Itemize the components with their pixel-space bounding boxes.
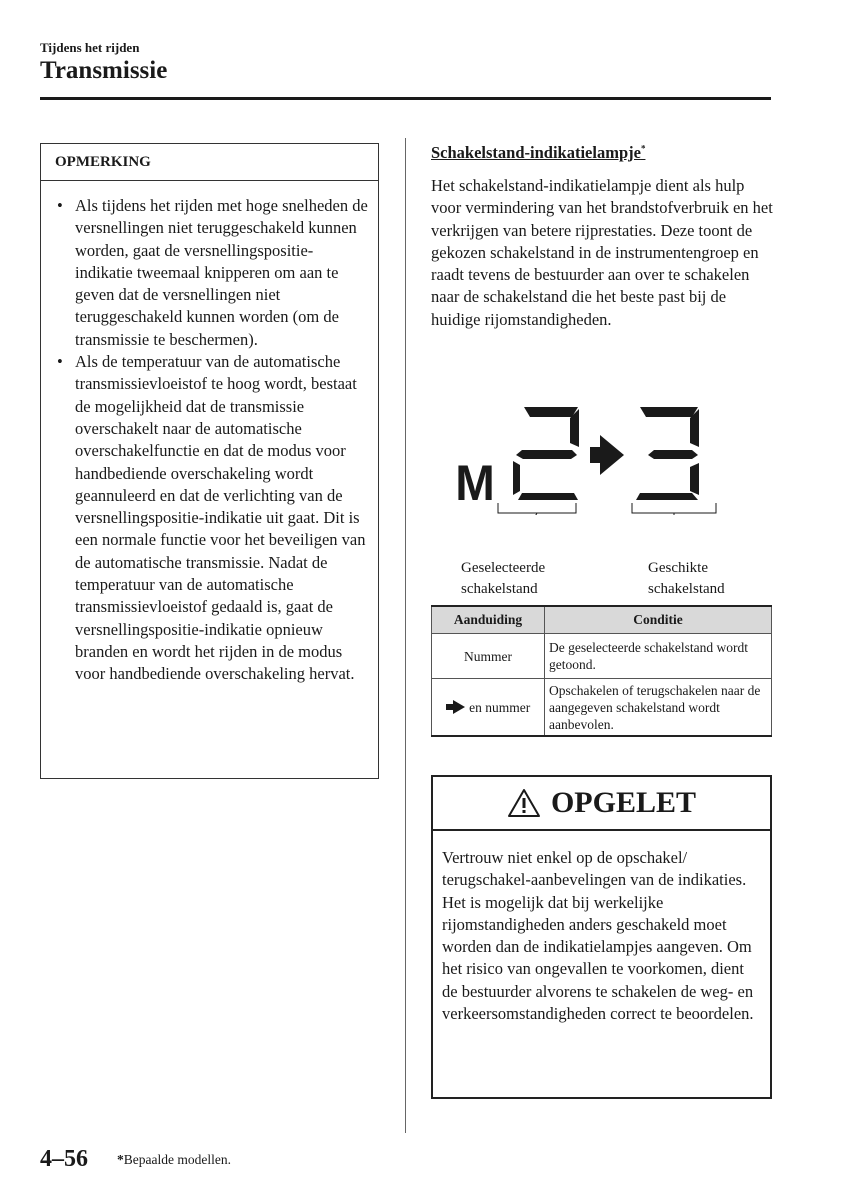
arrow-right-icon xyxy=(446,700,466,714)
table-header-display: Aanduiding xyxy=(432,606,545,634)
table-cell-display: Nummer xyxy=(432,634,545,679)
table-row xyxy=(432,634,772,679)
warning-heading-text: OPGELET xyxy=(550,786,697,819)
footnote: *Bepaalde modellen. xyxy=(117,1152,231,1167)
title-rule xyxy=(40,97,771,100)
mode-letter: M xyxy=(455,455,495,512)
warning-triangle-icon xyxy=(507,788,541,818)
gear-display-illustration xyxy=(440,395,780,515)
caption-suitable-gear: Geschikte schakelstand xyxy=(648,560,725,597)
callout-lines xyxy=(498,503,716,515)
note-item-text: Als tijdens het rijden met hoge snelheden de versnellingen niet teruggeschakeld kunnen worden, gaat de versnellingspositie-indikatie tweemaal knipperen om aan te geven dat de versnellingen niet teruggeschakeld kunnen worden (om de transmissie te beschermen). xyxy=(75,196,368,349)
suggested-gear-digit xyxy=(636,407,699,500)
indicator-table xyxy=(431,605,772,737)
page-title: Transmissie xyxy=(40,57,168,84)
indicator-heading: Schakelstand-indikatielampje* xyxy=(431,143,646,162)
table-header-condition: Conditie xyxy=(545,606,772,634)
upshift-arrow-icon xyxy=(590,435,624,475)
table-row xyxy=(432,679,772,737)
note-heading: OPMERKING xyxy=(41,144,378,181)
table-cell-condition: Opschakelen of terugschakelen naar de aangegeven schakelstand wordt aanbevolen. xyxy=(545,679,772,737)
note-item xyxy=(57,195,368,351)
bullet-icon: • xyxy=(57,352,63,372)
column-divider xyxy=(405,138,406,1133)
warning-heading xyxy=(433,777,770,831)
note-item-text: Als de temperatuur van de automatische transmissievloeistof te hoog wordt, bestaat de mogelijkheid dat de transmissie overschakelt naar de automatische overschakelfunctie en dat de modus voor handbediende overschakeling wordt geannuleerd en dat de verlichting van de versnellingspositie-indikatie uit gaat. Dit is een normale functie voor het beveiligen van de automatische transmissie. Nadat de temperatuur van de automatische transmissievloeistof gedaald is, gaat de versnellingspositie-indikatie opnieuw branden en wordt het rijden in de modus voor handbediende overschakeling hervat. xyxy=(75,352,366,684)
table-cell-condition: De geselecteerde schakelstand wordt getoond. xyxy=(545,634,772,679)
model-mark: * xyxy=(640,143,646,154)
table-cell-display: en nummer xyxy=(432,679,545,737)
page-number: 4–56 xyxy=(40,1146,88,1172)
warning-box xyxy=(431,775,772,1099)
note-box xyxy=(40,143,379,779)
bullet-icon: • xyxy=(57,196,63,215)
caption-selected-gear: Geselecteerde schakelstand xyxy=(461,560,546,597)
indicator-intro: Het schakelstand-indikatielampje dient als hulp voor vermindering van het brandstofverbruik en het verkrijgen van betere rijprestaties. Deze toont de gekozen schakelstand in de instrumentengroep en raadt tevens de bestuurder aan over te schakelen naar de schakelstand die het beste past bij de huidige rijomstandigheden. xyxy=(431,176,773,329)
table-header-row xyxy=(432,606,772,634)
gear-indicator-figure xyxy=(440,395,780,605)
warning-text: Vertrouw niet enkel op de opschakel/ terugschakel-aanbevelingen van de indikaties. Het is mogelijk dat bij werkelijke rijomstandigheden anders geschakeld moet worden dan de indikatielampjes aangeven. Om het risico van ongevallen te voorkomen, dient de bestuurder alvorens te schakelen de weg- en verkeersomstandigheden correct te beoordelen. xyxy=(442,848,754,1024)
note-item xyxy=(57,351,368,685)
current-gear-digit xyxy=(513,407,579,500)
note-list xyxy=(41,181,378,686)
section-label: Tijdens het rijden xyxy=(40,40,140,55)
